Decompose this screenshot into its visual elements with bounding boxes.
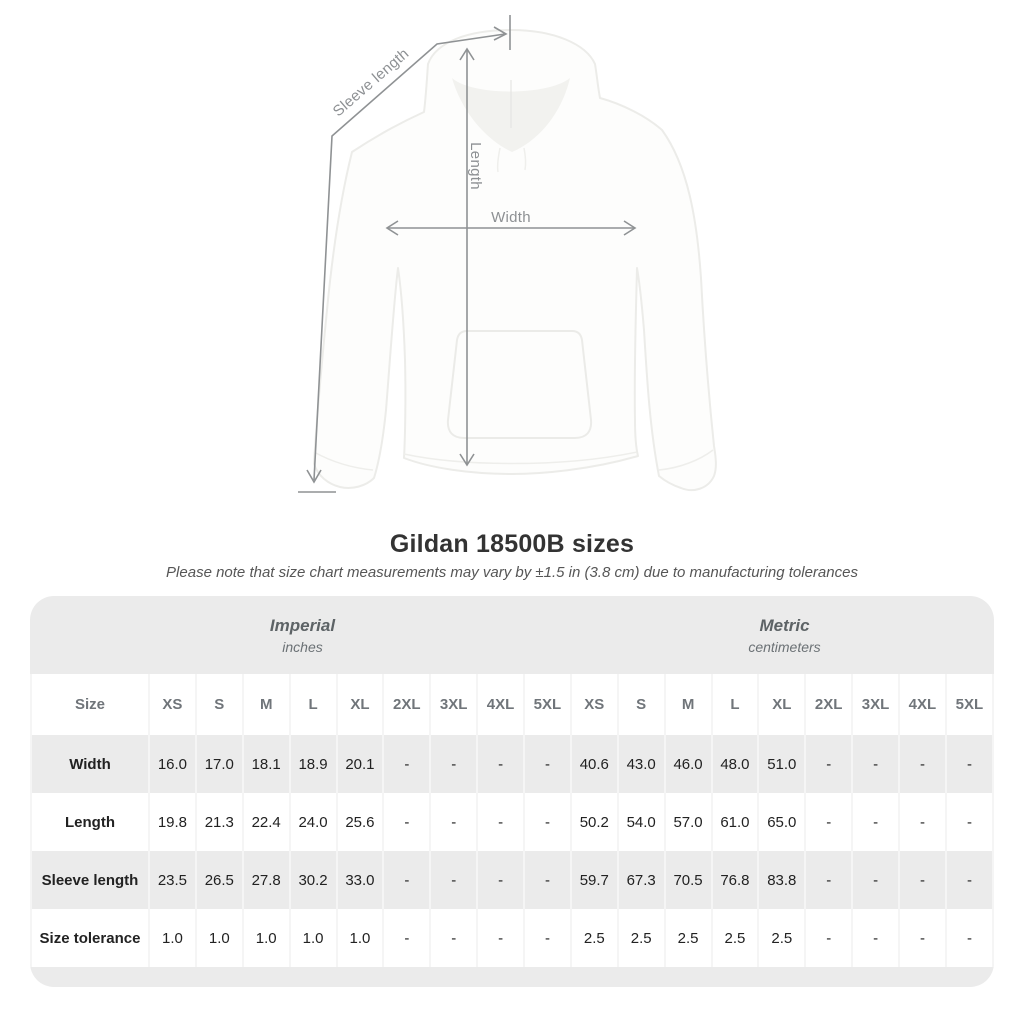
table-cell: 50.2 xyxy=(572,793,617,851)
table-row-sleeve-length xyxy=(32,851,992,909)
size-col-header: XL xyxy=(338,674,383,735)
table-cell: 17.0 xyxy=(197,735,242,793)
table-cell: 25.6 xyxy=(338,793,383,851)
table-cell: 19.8 xyxy=(150,793,195,851)
table-cell: 1.0 xyxy=(338,909,383,967)
table-cell: - xyxy=(525,851,570,909)
table-cell: 30.2 xyxy=(291,851,336,909)
table-cell: - xyxy=(525,909,570,967)
table-cell: - xyxy=(853,735,898,793)
table-cell: - xyxy=(947,793,992,851)
table-row-length xyxy=(32,793,992,851)
metric-header xyxy=(575,596,994,674)
table-cell: 22.4 xyxy=(244,793,289,851)
imperial-unit: inches xyxy=(282,638,323,655)
size-col-header: 3XL xyxy=(853,674,898,735)
table-cell: - xyxy=(947,851,992,909)
table-cell: - xyxy=(900,735,945,793)
metric-title: Metric xyxy=(759,615,810,635)
size-col-header: XS xyxy=(572,674,617,735)
size-col-header: S xyxy=(619,674,664,735)
size-header-row xyxy=(32,674,992,735)
table-cell: 67.3 xyxy=(619,851,664,909)
table-cell: 70.5 xyxy=(666,851,711,909)
table-cell: 2.5 xyxy=(619,909,664,967)
table-cell: 33.0 xyxy=(338,851,383,909)
table-cell: - xyxy=(947,909,992,967)
size-col-header: 2XL xyxy=(384,674,429,735)
table-cell: - xyxy=(806,909,851,967)
table-cell: 24.0 xyxy=(291,793,336,851)
size-col-header: 4XL xyxy=(478,674,523,735)
table-cell: - xyxy=(384,909,429,967)
table-cell: 83.8 xyxy=(759,851,804,909)
tolerance-note: Please note that size chart measurements may vary by ±1.5 in (3.8 cm) due to manufacturing tolerances xyxy=(166,564,858,581)
table-cell: - xyxy=(431,793,476,851)
table-cell: - xyxy=(806,793,851,851)
units-band xyxy=(30,596,994,674)
table-cell: 1.0 xyxy=(197,909,242,967)
imperial-header xyxy=(30,596,575,674)
table-cell: 20.1 xyxy=(338,735,383,793)
size-col-header: S xyxy=(197,674,242,735)
row-label: Size tolerance xyxy=(32,909,148,967)
size-col-header: 5XL xyxy=(947,674,992,735)
table-cell: 65.0 xyxy=(759,793,804,851)
size-col-header: XS xyxy=(150,674,195,735)
table-cell: 18.9 xyxy=(291,735,336,793)
table-cell: - xyxy=(806,851,851,909)
table-cell: - xyxy=(384,735,429,793)
table-cell: 26.5 xyxy=(197,851,242,909)
table-cell: - xyxy=(853,851,898,909)
table-cell: 51.0 xyxy=(759,735,804,793)
metric-unit: centimeters xyxy=(748,638,821,655)
size-col-header: L xyxy=(291,674,336,735)
size-chart xyxy=(30,596,994,987)
table-cell: - xyxy=(525,793,570,851)
table-cell: 43.0 xyxy=(619,735,664,793)
width-label: Width xyxy=(491,209,531,226)
table-cell: - xyxy=(478,735,523,793)
size-col-header: 4XL xyxy=(900,674,945,735)
table-row-width xyxy=(32,735,992,793)
table-cell: - xyxy=(431,735,476,793)
size-col-header: L xyxy=(713,674,758,735)
page-title: Gildan 18500B sizes xyxy=(389,530,635,558)
row-label: Length xyxy=(32,793,148,851)
row-label: Sleeve length xyxy=(32,851,148,909)
kangaroo-pocket xyxy=(448,331,591,438)
table-row-size-tolerance xyxy=(32,909,992,967)
table-cell: - xyxy=(384,851,429,909)
table-cell: - xyxy=(947,735,992,793)
table-cell: 48.0 xyxy=(713,735,758,793)
size-header-label: Size xyxy=(32,674,148,735)
table-cell: - xyxy=(478,793,523,851)
sleeve-length-label: Sleeve length xyxy=(329,45,413,121)
table-cell: 2.5 xyxy=(572,909,617,967)
table-cell: 59.7 xyxy=(572,851,617,909)
table-cell: - xyxy=(478,909,523,967)
table-cell: 21.3 xyxy=(197,793,242,851)
table-cell: 2.5 xyxy=(713,909,758,967)
table-cell: - xyxy=(478,851,523,909)
table-cell: 1.0 xyxy=(291,909,336,967)
size-col-header: 5XL xyxy=(525,674,570,735)
table-cell: 76.8 xyxy=(713,851,758,909)
table-cell: - xyxy=(431,909,476,967)
table-cell: 57.0 xyxy=(666,793,711,851)
table-cell: - xyxy=(806,735,851,793)
table-cell: 54.0 xyxy=(619,793,664,851)
table-cell: 61.0 xyxy=(713,793,758,851)
table-cell: 16.0 xyxy=(150,735,195,793)
table-cell: 18.1 xyxy=(244,735,289,793)
imperial-title: Imperial xyxy=(269,615,336,635)
size-col-header: 2XL xyxy=(806,674,851,735)
table-cell: 2.5 xyxy=(759,909,804,967)
table-cell: 27.8 xyxy=(244,851,289,909)
table-cell: 1.0 xyxy=(150,909,195,967)
size-col-header: M xyxy=(666,674,711,735)
table-cell: - xyxy=(431,851,476,909)
size-table xyxy=(30,674,994,967)
size-col-header: XL xyxy=(759,674,804,735)
table-cell: - xyxy=(853,793,898,851)
size-col-header: 3XL xyxy=(431,674,476,735)
table-cell: - xyxy=(900,851,945,909)
table-cell: - xyxy=(384,793,429,851)
row-label: Width xyxy=(32,735,148,793)
table-cell: 23.5 xyxy=(150,851,195,909)
table-cell: 1.0 xyxy=(244,909,289,967)
size-col-header: M xyxy=(244,674,289,735)
table-cell: - xyxy=(900,793,945,851)
table-cell: 40.6 xyxy=(572,735,617,793)
table-cell: 2.5 xyxy=(666,909,711,967)
table-cell: - xyxy=(853,909,898,967)
table-cell: - xyxy=(525,735,570,793)
table-cell: 46.0 xyxy=(666,735,711,793)
length-label: Length xyxy=(467,142,484,190)
table-cell: - xyxy=(900,909,945,967)
